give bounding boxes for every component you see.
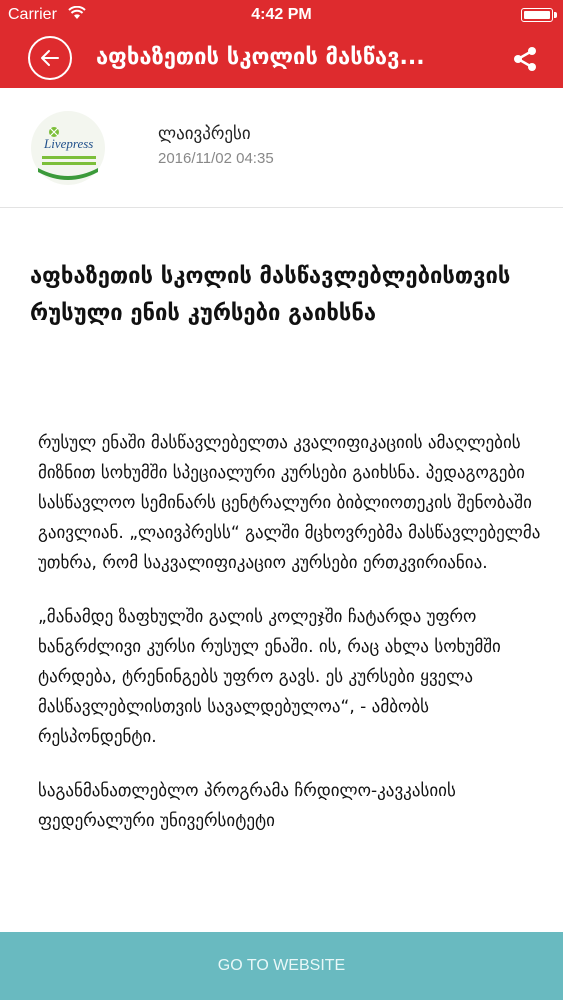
article-headline: აფხაზეთის სკოლის მასწავლებლებისთვის რუსული ენის კურსები გაიხსნა <box>30 264 511 326</box>
logo-text: Livepress <box>44 136 94 151</box>
carrier-label: Carrier <box>8 6 57 23</box>
nav-bar <box>0 30 563 88</box>
clock: 4:42 PM <box>251 6 312 23</box>
arrow-left-icon <box>40 49 60 67</box>
article-paragraph: რუსულ ენაში მასწავლებელთა კვალიფიკაციის ამაღლების მიზნით სოხუმში სპეციალური კურსები გაიხსნა. პედაგოგები სასწავლოო სემინარს ცენტრალური ბიბლიოთეკის შენობაში გაივლიან. „ლაივპრესს“ გალში მცხოვრებმა მასწავლებელმა უთხრა, რომ საკვალიფიკაციო კურსები ერთკვირიანია. <box>38 433 541 573</box>
page-title: აფხაზეთის სკოლის მასწავ... <box>96 45 425 70</box>
article-paragraph: საგანმანათლებლო პროგრამა ჩრდილო-კავკასიის ფედერალური უნივერსიტეტი <box>38 781 456 831</box>
livepress-logo <box>30 110 106 186</box>
share-icon[interactable] <box>511 45 539 73</box>
back-button[interactable] <box>28 36 72 80</box>
status-bar <box>0 0 563 30</box>
go-to-website-button[interactable]: GO TO WEBSITE <box>0 932 563 1000</box>
battery-icon <box>521 8 553 22</box>
source-name: ლაივპრესი <box>158 124 251 144</box>
article-body <box>38 428 548 860</box>
source-header <box>0 88 563 208</box>
publish-date: 2016/11/02 04:35 <box>158 150 274 167</box>
article-paragraph: „მანამდე ზაფხულში გალის კოლეჯში ჩატარდა უფრო ხანგრძლივი კურსი რუსულ ენაში. ის, რაც ახლა სოხუმში ტარდება, ტრენინგებს უფრო გავს. ეს კურსები ყველა მასწავლებლისთვის სავალდებულოა“, - ამბობს რესპონდენტი. <box>38 607 501 747</box>
